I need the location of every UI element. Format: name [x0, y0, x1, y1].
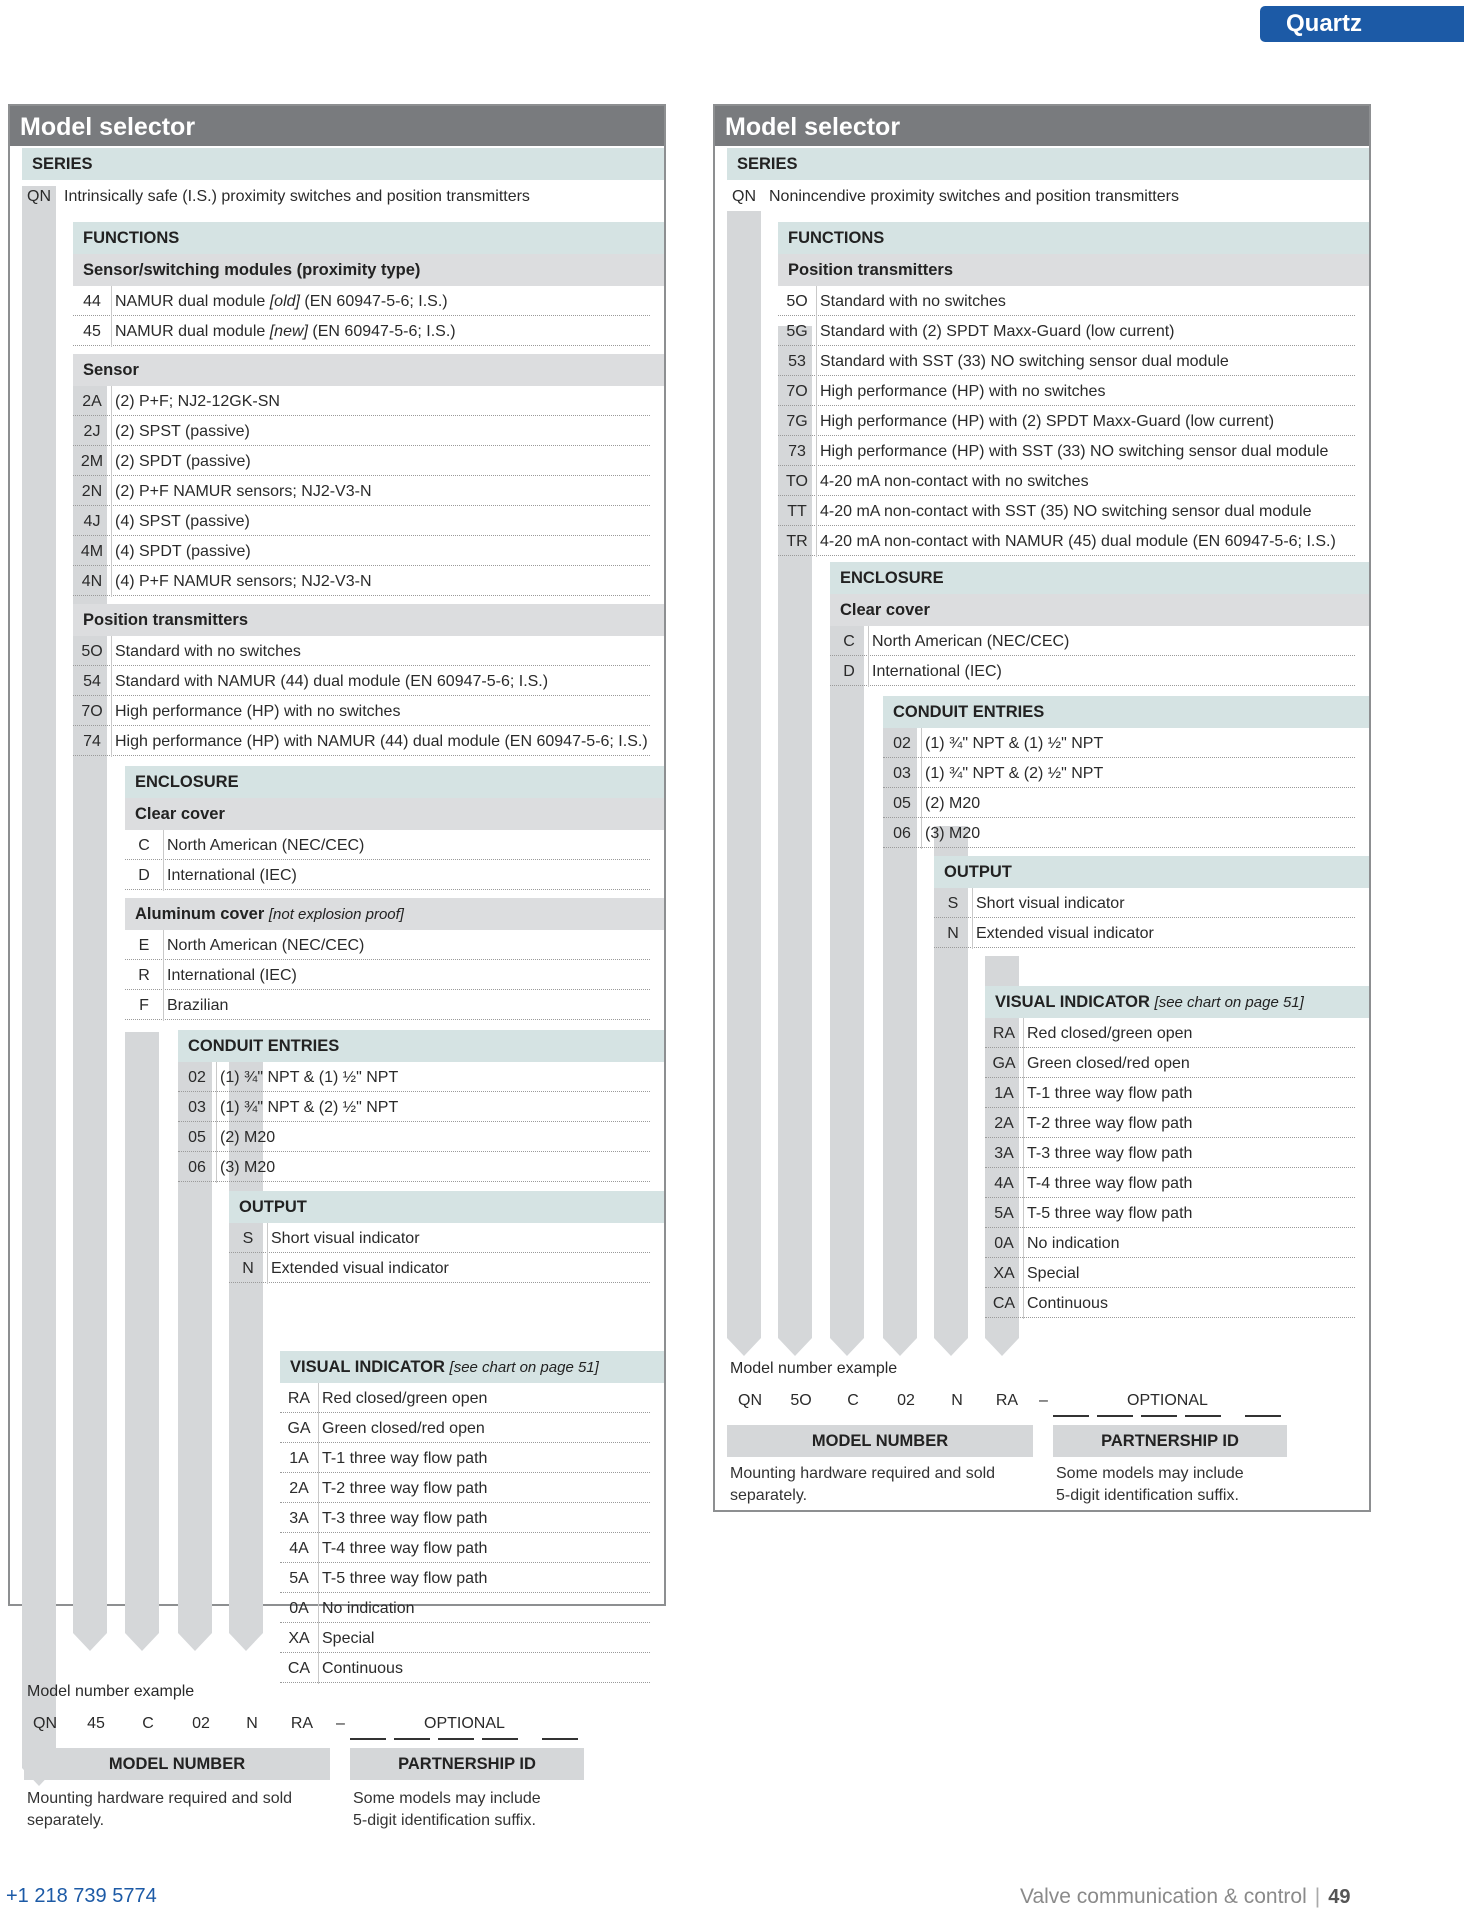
- sensor-row: [73, 476, 650, 506]
- optional-blank: [1245, 1415, 1281, 1417]
- partnership-note-line: 5-digit identification suffix.: [353, 1812, 536, 1829]
- subheader: [778, 254, 1369, 286]
- partnership-note-line: Some models may include: [353, 1790, 541, 1807]
- conduit-row-text: (1) ¾" NPT & (1) ½" NPT: [216, 1062, 650, 1093]
- visual-row-code: 5A: [289, 1570, 309, 1587]
- sensor-row: [73, 416, 650, 446]
- brand-tab: Quartz: [1260, 6, 1464, 42]
- sensor-row: [73, 566, 650, 596]
- example-code: 02: [897, 1392, 915, 1409]
- model-number-box: MODEL NUMBER: [24, 1748, 330, 1780]
- transmitter-row: [778, 526, 1355, 556]
- example-code: 5O: [790, 1392, 812, 1409]
- mounting-note-line: separately.: [27, 1812, 105, 1829]
- visual-row-code: 3A: [994, 1145, 1014, 1162]
- sensor-row-code: 2A: [82, 393, 102, 410]
- conduit-row: [178, 1152, 650, 1182]
- example-code: C: [142, 1715, 154, 1732]
- model-number-box: MODEL NUMBER: [727, 1425, 1033, 1457]
- visual-row-text: T-3 three way flow path: [1023, 1138, 1355, 1169]
- visual-row-code: 3A: [289, 1510, 309, 1527]
- visual-row-code: 0A: [994, 1235, 1014, 1252]
- visual-row-text: Special: [1023, 1258, 1355, 1289]
- optional-label: OPTIONAL: [424, 1715, 505, 1732]
- conduit-row-text: (3) M20: [921, 818, 1355, 849]
- visual-row-text: T-1 three way flow path: [1023, 1078, 1355, 1109]
- conduit-row-code: 06: [188, 1159, 206, 1176]
- visual-row-code: 2A: [289, 1480, 309, 1497]
- subheader-text: Position transmitters: [788, 261, 954, 279]
- output-row-code: S: [947, 895, 959, 912]
- output-row-text: Extended visual indicator: [972, 918, 1355, 949]
- subheader-text: Sensor: [83, 361, 139, 379]
- transmitter-row-text: Standard with NAMUR (44) dual module (EN 60947-5-6; I.S.): [111, 666, 650, 697]
- transmitter-row: [778, 286, 1355, 316]
- functions-header-text: FUNCTIONS: [788, 229, 885, 247]
- transmitter-row: [73, 726, 650, 756]
- subheader: [125, 898, 664, 930]
- transmitter-row: [778, 436, 1355, 466]
- functions-header-text: FUNCTIONS: [83, 229, 180, 247]
- enclosure-header-text: ENCLOSURE: [135, 773, 239, 791]
- subheader-note: [not explosion proof]: [268, 906, 404, 923]
- visual-header-note: [see chart on page 51]: [1154, 994, 1304, 1011]
- optional-label: OPTIONAL: [1127, 1392, 1208, 1409]
- visual-header-note: [see chart on page 51]: [449, 1359, 599, 1376]
- example-code: 45: [87, 1715, 105, 1732]
- clear-cover-row-code: C: [138, 837, 150, 854]
- transmitter-row-text: Standard with no switches: [111, 636, 650, 667]
- visual-row-text: No indication: [1023, 1228, 1355, 1259]
- visual-row-code: RA: [287, 1390, 311, 1407]
- conduit-row-code: 03: [893, 765, 911, 782]
- transmitter-row-text: High performance (HP) with (2) SPDT Maxx-Guard (low current): [816, 406, 1355, 437]
- sensor-switching-row-text-post: (EN 60947-5-6; I.S.): [307, 323, 456, 340]
- transmitter-row-text: Standard with no switches: [816, 286, 1355, 317]
- model-number-example-label: Model number example: [730, 1360, 898, 1377]
- clear-cover-row-text: International (IEC): [163, 860, 650, 891]
- sensor-switching-row-text-note: [old]: [269, 293, 300, 310]
- conduit-row: [178, 1122, 650, 1152]
- transmitter-row: [778, 376, 1355, 406]
- subheader-text: Clear cover: [840, 601, 930, 619]
- partnership-note: [1056, 1463, 1244, 1507]
- example-code: RA: [995, 1392, 1019, 1409]
- clear-cover-row: [830, 626, 1355, 656]
- clear-cover-row-text: North American (NEC/CEC): [163, 830, 650, 861]
- transmitter-row-code: 5G: [786, 323, 808, 340]
- conduit-header-text: CONDUIT ENTRIES: [188, 1037, 340, 1055]
- visual-row-code: XA: [288, 1630, 310, 1647]
- visual-row-text: T-5 three way flow path: [1023, 1198, 1355, 1229]
- optional-blank: [350, 1738, 386, 1740]
- visual-row-text: No indication: [318, 1593, 650, 1624]
- transmitter-row: [778, 406, 1355, 436]
- visual-row: [985, 1168, 1355, 1198]
- visual-row-text: T-1 three way flow path: [318, 1443, 650, 1474]
- visual-row: [985, 1228, 1355, 1258]
- mounting-note: [27, 1788, 292, 1832]
- transmitter-row-code: 7O: [786, 383, 808, 400]
- output-row: [934, 888, 1355, 918]
- enclosure-header: [125, 766, 664, 798]
- subheader: [73, 354, 664, 386]
- transmitter-row: [778, 316, 1355, 346]
- aluminum-row-code: E: [138, 937, 150, 954]
- visual-header: [280, 1351, 664, 1383]
- visual-row-text: Continuous: [318, 1653, 650, 1684]
- clear-cover-row: [830, 656, 1355, 686]
- conduit-row-text: (1) ¾" NPT & (2) ½" NPT: [921, 758, 1355, 789]
- clear-cover-row: [125, 860, 650, 890]
- sensor-row-text: (4) P+F NAMUR sensors; NJ2-V3-N: [111, 566, 650, 597]
- transmitter-row-code: 74: [83, 733, 101, 750]
- visual-row: [985, 1198, 1355, 1228]
- sensor-row-text: (2) P+F NAMUR sensors; NJ2-V3-N: [111, 476, 650, 507]
- optional-blank: [1053, 1415, 1089, 1417]
- subheader-text: Position transmitters: [83, 611, 249, 629]
- model-selector-nonincendive: [713, 104, 1371, 1512]
- subheader-text: Clear cover: [135, 805, 225, 823]
- panel-title: Model selector: [10, 106, 664, 146]
- output-row-code: N: [242, 1260, 254, 1277]
- aluminum-row-code: R: [138, 967, 150, 984]
- output-row: [934, 918, 1355, 948]
- output-row-text: Short visual indicator: [267, 1223, 650, 1254]
- partnership-note-line: 5-digit identification suffix.: [1056, 1487, 1239, 1504]
- transmitter-row: [778, 466, 1355, 496]
- visual-row-text: T-4 three way flow path: [318, 1533, 650, 1564]
- sensor-row-code: 4M: [80, 543, 104, 560]
- visual-row-code: XA: [993, 1265, 1015, 1282]
- transmitter-row-text: High performance (HP) with SST (33) NO switching sensor dual module: [816, 436, 1355, 467]
- visual-header: [985, 986, 1369, 1018]
- mounting-note: [730, 1463, 995, 1507]
- aluminum-row-text: North American (NEC/CEC): [163, 930, 650, 961]
- visual-row-text: T-4 three way flow path: [1023, 1168, 1355, 1199]
- visual-row: [985, 1108, 1355, 1138]
- partnership-id-box: PARTNERSHIP ID: [1053, 1425, 1287, 1457]
- sensor-row-text: (2) SPDT (passive): [111, 446, 650, 477]
- example-code: C: [847, 1392, 859, 1409]
- output-row-code: N: [947, 925, 959, 942]
- sensor-row-text: (4) SPST (passive): [111, 506, 650, 537]
- transmitter-row-code: TR: [786, 533, 808, 550]
- visual-header-text: VISUAL INDICATOR: [995, 993, 1150, 1011]
- conduit-header: [178, 1030, 664, 1062]
- transmitter-row-text: 4-20 mA non-contact with SST (35) NO switching sensor dual module: [816, 496, 1355, 527]
- clear-cover-row-code: C: [843, 633, 855, 650]
- sensor-switching-row-text-post: (EN 60947-5-6; I.S.): [299, 293, 448, 310]
- example-dash: –: [336, 1715, 345, 1732]
- example-code: RA: [290, 1715, 314, 1732]
- conduit-row: [883, 758, 1355, 788]
- partnership-id-box: PARTNERSHIP ID: [350, 1748, 584, 1780]
- clear-cover-row-code: D: [138, 867, 150, 884]
- transmitter-row-text: Standard with (2) SPDT Maxx-Guard (low current): [816, 316, 1355, 347]
- sensor-switching-row-text: [111, 316, 650, 347]
- visual-row-code: 5A: [994, 1205, 1014, 1222]
- visual-row-code: RA: [992, 1025, 1016, 1042]
- output-row-text: Extended visual indicator: [267, 1253, 650, 1284]
- visual-row-text: T-2 three way flow path: [1023, 1108, 1355, 1139]
- transmitter-row-text: 4-20 mA non-contact with no switches: [816, 466, 1355, 497]
- aluminum-row-code: F: [139, 997, 149, 1014]
- visual-row-text: Continuous: [1023, 1288, 1355, 1319]
- example-code: N: [246, 1715, 258, 1732]
- conduit-row-text: (1) ¾" NPT & (1) ½" NPT: [921, 728, 1355, 759]
- visual-row: [280, 1623, 650, 1653]
- visual-row: [280, 1413, 650, 1443]
- optional-blank: [394, 1738, 430, 1740]
- visual-header-text: VISUAL INDICATOR: [290, 1358, 445, 1376]
- clear-cover-row: [125, 830, 650, 860]
- visual-row-code: GA: [992, 1055, 1016, 1072]
- sensor-switching-row-code: 45: [83, 323, 101, 340]
- visual-row-text: Green closed/red open: [318, 1413, 650, 1444]
- mounting-note-line: Mounting hardware required and sold: [730, 1465, 996, 1482]
- partnership-note: [353, 1788, 541, 1832]
- example-code: QN: [33, 1715, 57, 1732]
- visual-row: [985, 1048, 1355, 1078]
- series-header: SERIES: [727, 148, 1369, 180]
- series-code: QN: [27, 188, 51, 205]
- transmitter-row-text: Standard with SST (33) NO switching sensor dual module: [816, 346, 1355, 377]
- transmitter-row: [73, 636, 650, 666]
- visual-row: [280, 1503, 650, 1533]
- subheader: [73, 604, 664, 636]
- transmitter-row: [73, 666, 650, 696]
- mounting-note-line: Mounting hardware required and sold: [27, 1790, 293, 1807]
- visual-row-code: 1A: [994, 1085, 1014, 1102]
- functions-header: [73, 222, 664, 254]
- visual-row-text: Special: [318, 1623, 650, 1654]
- sensor-switching-row: [73, 316, 650, 346]
- enclosure-header-text: ENCLOSURE: [840, 569, 944, 587]
- example-code: N: [951, 1392, 963, 1409]
- transmitter-row-code: 7G: [786, 413, 808, 430]
- conduit-header-text: CONDUIT ENTRIES: [893, 703, 1045, 721]
- aluminum-row: [125, 990, 650, 1020]
- clear-cover-row-text: International (IEC): [868, 656, 1355, 687]
- visual-row-code: 2A: [994, 1115, 1014, 1132]
- visual-row-text: Green closed/red open: [1023, 1048, 1355, 1079]
- aluminum-row-text: Brazilian: [163, 990, 650, 1021]
- visual-row-code: 0A: [289, 1600, 309, 1617]
- visual-row: [280, 1593, 650, 1623]
- transmitter-row: [778, 346, 1355, 376]
- visual-row: [985, 1288, 1355, 1318]
- transmitter-row-text: High performance (HP) with NAMUR (44) dual module (EN 60947-5-6; I.S.): [111, 726, 650, 757]
- visual-row: [985, 1138, 1355, 1168]
- visual-row: [280, 1563, 650, 1593]
- transmitter-row-code: 5O: [786, 293, 808, 310]
- visual-row: [280, 1383, 650, 1413]
- optional-blank: [1141, 1415, 1177, 1417]
- sensor-row: [73, 446, 650, 476]
- conduit-row-code: 02: [188, 1069, 206, 1086]
- visual-row: [985, 1258, 1355, 1288]
- visual-row-code: GA: [287, 1420, 311, 1437]
- output-row-text: Short visual indicator: [972, 888, 1355, 919]
- sensor-row-code: 2N: [81, 483, 103, 500]
- panel-title: Model selector: [715, 106, 1369, 146]
- sensor-switching-row-code: 44: [83, 293, 101, 310]
- sensor-switching-row: [73, 286, 650, 316]
- conduit-row: [883, 818, 1355, 848]
- subheader-text: Aluminum cover: [135, 905, 265, 923]
- conduit-row: [883, 728, 1355, 758]
- visual-row: [985, 1018, 1355, 1048]
- sensor-row-code: 2M: [80, 453, 104, 470]
- clear-cover-row-code: D: [843, 663, 855, 680]
- optional-blank: [482, 1738, 518, 1740]
- optional-blank: [438, 1738, 474, 1740]
- visual-row-text: T-3 three way flow path: [318, 1503, 650, 1534]
- conduit-row-text: (1) ¾" NPT & (2) ½" NPT: [216, 1092, 650, 1123]
- optional-blank: [1185, 1415, 1221, 1417]
- visual-row-code: 1A: [289, 1450, 309, 1467]
- footer-section: [1020, 1885, 1350, 1909]
- model-number-example-label: Model number example: [27, 1683, 195, 1700]
- sensor-row: [73, 506, 650, 536]
- sensor-row-code: 4J: [83, 513, 101, 530]
- column-bar: [727, 211, 761, 1356]
- visual-row-text: Red closed/green open: [318, 1383, 650, 1414]
- sensor-switching-row-text-note: [new]: [269, 323, 308, 340]
- transmitter-row: [73, 696, 650, 726]
- visual-row: [280, 1653, 650, 1683]
- transmitter-row-text: High performance (HP) with no switches: [111, 696, 650, 727]
- conduit-header: [883, 696, 1369, 728]
- footer-separator: |: [1314, 1885, 1321, 1908]
- output-header-text: OUTPUT: [944, 863, 1012, 881]
- visual-row-text: T-2 three way flow path: [318, 1473, 650, 1504]
- sensor-row-text: (2) SPST (passive): [111, 416, 650, 447]
- series-text: Nonincendive proximity switches and position transmitters: [769, 188, 1179, 205]
- transmitter-row-code: 54: [83, 673, 101, 690]
- visual-row-text: Red closed/green open: [1023, 1018, 1355, 1049]
- sensor-switching-row-text-pre: NAMUR dual module: [115, 323, 270, 340]
- visual-row-code: CA: [992, 1295, 1016, 1312]
- conduit-row-text: (3) M20: [216, 1152, 650, 1183]
- column-bar: [22, 211, 56, 1651]
- transmitter-row-code: 5O: [81, 643, 103, 660]
- visual-row-code: 4A: [994, 1175, 1014, 1192]
- conduit-row-text: (2) M20: [921, 788, 1355, 819]
- footer-section-name: Valve communication & control: [1020, 1885, 1307, 1908]
- conduit-row: [178, 1092, 650, 1122]
- output-row: [229, 1223, 650, 1253]
- output-header: [934, 856, 1369, 888]
- partnership-note-line: Some models may include: [1056, 1465, 1244, 1482]
- visual-row: [985, 1078, 1355, 1108]
- transmitter-row-code: TT: [787, 503, 807, 520]
- output-row: [229, 1253, 650, 1283]
- visual-row: [280, 1443, 650, 1473]
- mounting-note-line: separately.: [730, 1487, 808, 1504]
- optional-blank: [542, 1738, 578, 1740]
- sensor-row-code: 2J: [83, 423, 101, 440]
- transmitter-row-code: 7O: [81, 703, 103, 720]
- output-header: [229, 1191, 664, 1223]
- conduit-row-code: 02: [893, 735, 911, 752]
- conduit-row: [883, 788, 1355, 818]
- transmitter-row-text: 4-20 mA non-contact with NAMUR (45) dual module (EN 60947-5-6; I.S.): [816, 526, 1355, 557]
- conduit-row-code: 05: [893, 795, 911, 812]
- visual-row: [280, 1533, 650, 1563]
- footer-phone[interactable]: +1 218 739 5774: [6, 1885, 157, 1907]
- series-code: QN: [732, 188, 756, 205]
- example-code: 02: [192, 1715, 210, 1732]
- visual-row-text: T-5 three way flow path: [318, 1563, 650, 1594]
- example-dash: –: [1039, 1392, 1048, 1409]
- sensor-row-text: (4) SPDT (passive): [111, 536, 650, 567]
- sensor-row-text: (2) P+F; NJ2-12GK-SN: [111, 386, 650, 417]
- sensor-row-code: 4N: [81, 573, 103, 590]
- transmitter-row-code: TO: [786, 473, 808, 490]
- transmitter-row: [778, 496, 1355, 526]
- aluminum-row: [125, 930, 650, 960]
- conduit-row-code: 03: [188, 1099, 206, 1116]
- transmitter-row-code: 53: [788, 353, 806, 370]
- subheader: [830, 594, 1369, 626]
- sensor-switching-row-text: [111, 286, 650, 317]
- example-code: QN: [738, 1392, 762, 1409]
- sensor-row: [73, 536, 650, 566]
- conduit-row-code: 06: [893, 825, 911, 842]
- series-text: Intrinsically safe (I.S.) proximity switches and position transmitters: [64, 188, 530, 205]
- aluminum-row: [125, 960, 650, 990]
- sensor-switching-row-text-pre: NAMUR dual module: [115, 293, 270, 310]
- subheader: [73, 254, 664, 286]
- visual-row-code: CA: [287, 1660, 311, 1677]
- subheader-text: Sensor/switching modules (proximity type): [83, 261, 421, 279]
- conduit-row: [178, 1062, 650, 1092]
- clear-cover-row-text: North American (NEC/CEC): [868, 626, 1355, 657]
- sensor-row: [73, 386, 650, 416]
- optional-blank: [1097, 1415, 1133, 1417]
- output-row-code: S: [242, 1230, 254, 1247]
- visual-row-code: 4A: [289, 1540, 309, 1557]
- enclosure-header: [830, 562, 1369, 594]
- aluminum-row-text: International (IEC): [163, 960, 650, 991]
- series-header: SERIES: [22, 148, 664, 180]
- page-number: 49: [1328, 1886, 1351, 1908]
- transmitter-row-code: 73: [788, 443, 806, 460]
- column-bar: [125, 1032, 159, 1651]
- transmitter-row-text: High performance (HP) with no switches: [816, 376, 1355, 407]
- visual-row: [280, 1473, 650, 1503]
- model-selector-intrinsically-safe: [8, 104, 666, 1829]
- subheader: [125, 798, 664, 830]
- functions-header: [778, 222, 1369, 254]
- output-header-text: OUTPUT: [239, 1198, 307, 1216]
- conduit-row-code: 05: [188, 1129, 206, 1146]
- conduit-row-text: (2) M20: [216, 1122, 650, 1153]
